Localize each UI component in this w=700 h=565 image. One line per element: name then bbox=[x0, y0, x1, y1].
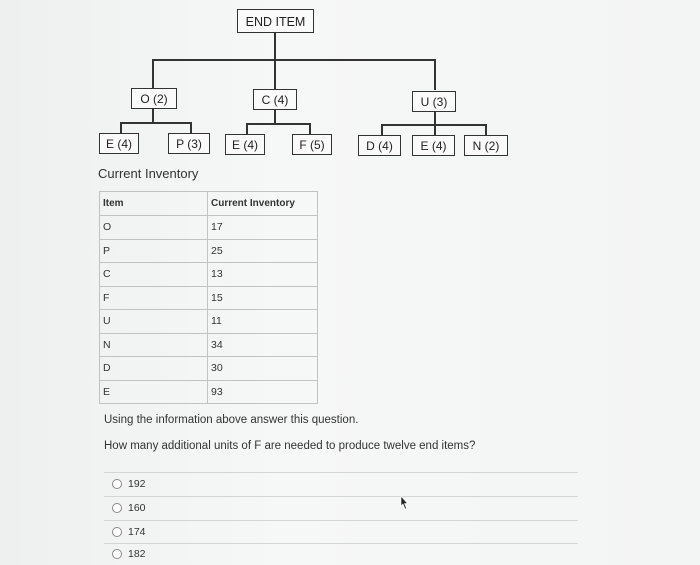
table-row bbox=[100, 286, 318, 310]
radio-button[interactable] bbox=[112, 549, 122, 559]
radio-button[interactable] bbox=[112, 503, 122, 513]
p-node: P (3) bbox=[168, 133, 210, 154]
n-node: N (2) bbox=[464, 135, 508, 156]
end-item-node: END ITEM bbox=[237, 9, 314, 33]
item-cell: F bbox=[100, 286, 208, 310]
mouse-cursor-icon bbox=[397, 496, 409, 510]
current-inventory-header: Current Inventory bbox=[208, 192, 318, 216]
inventory-caption: Current Inventory bbox=[98, 166, 199, 181]
question-prompt: How many additional units of F are needed to produce twelve end items? bbox=[104, 440, 476, 452]
divider bbox=[104, 520, 578, 521]
answer-option-192[interactable] bbox=[112, 473, 146, 495]
qty-cell: 34 bbox=[208, 333, 318, 357]
option-label: 174 bbox=[128, 526, 146, 538]
radio-button[interactable] bbox=[112, 479, 122, 489]
item-header: Item bbox=[100, 192, 208, 216]
d-node: D (4) bbox=[358, 135, 401, 156]
divider bbox=[104, 543, 578, 544]
divider bbox=[104, 496, 578, 497]
table-row bbox=[100, 310, 318, 334]
radio-button[interactable] bbox=[112, 527, 122, 537]
item-cell: O bbox=[100, 216, 208, 240]
option-label: 160 bbox=[128, 502, 146, 514]
qty-cell: 30 bbox=[208, 357, 318, 381]
item-cell: P bbox=[100, 239, 208, 263]
qty-cell: 15 bbox=[208, 286, 318, 310]
e-node-under-u: E (4) bbox=[412, 135, 455, 156]
answer-option-182[interactable] bbox=[112, 544, 146, 564]
table-row bbox=[100, 216, 318, 240]
qty-cell: 17 bbox=[208, 216, 318, 240]
u-node: U (3) bbox=[412, 91, 456, 112]
table-row bbox=[100, 239, 318, 263]
question-instruction: Using the information above answer this question. bbox=[104, 414, 359, 426]
table-row bbox=[100, 380, 318, 404]
table-row bbox=[100, 357, 318, 381]
item-cell: C bbox=[100, 263, 208, 287]
bom-tree bbox=[0, 0, 700, 165]
divider bbox=[104, 472, 578, 473]
table-row bbox=[100, 333, 318, 357]
c-node: C (4) bbox=[253, 89, 297, 110]
answer-option-174[interactable] bbox=[112, 521, 146, 543]
item-cell: E bbox=[100, 380, 208, 404]
table-header-row bbox=[100, 192, 318, 216]
item-cell: U bbox=[100, 310, 208, 334]
item-cell: D bbox=[100, 357, 208, 381]
qty-cell: 11 bbox=[208, 310, 318, 334]
qty-cell: 25 bbox=[208, 239, 318, 263]
item-cell: N bbox=[100, 333, 208, 357]
inventory-table bbox=[99, 191, 318, 404]
answer-option-160[interactable] bbox=[112, 497, 146, 519]
e-node-under-o: E (4) bbox=[99, 133, 139, 154]
option-label: 182 bbox=[128, 548, 146, 560]
option-label: 192 bbox=[128, 478, 146, 490]
qty-cell: 93 bbox=[208, 380, 318, 404]
f-node: F (5) bbox=[292, 134, 332, 155]
table-row bbox=[100, 263, 318, 287]
qty-cell: 13 bbox=[208, 263, 318, 287]
o-node: O (2) bbox=[131, 88, 177, 109]
e-node-under-c: E (4) bbox=[225, 134, 265, 155]
